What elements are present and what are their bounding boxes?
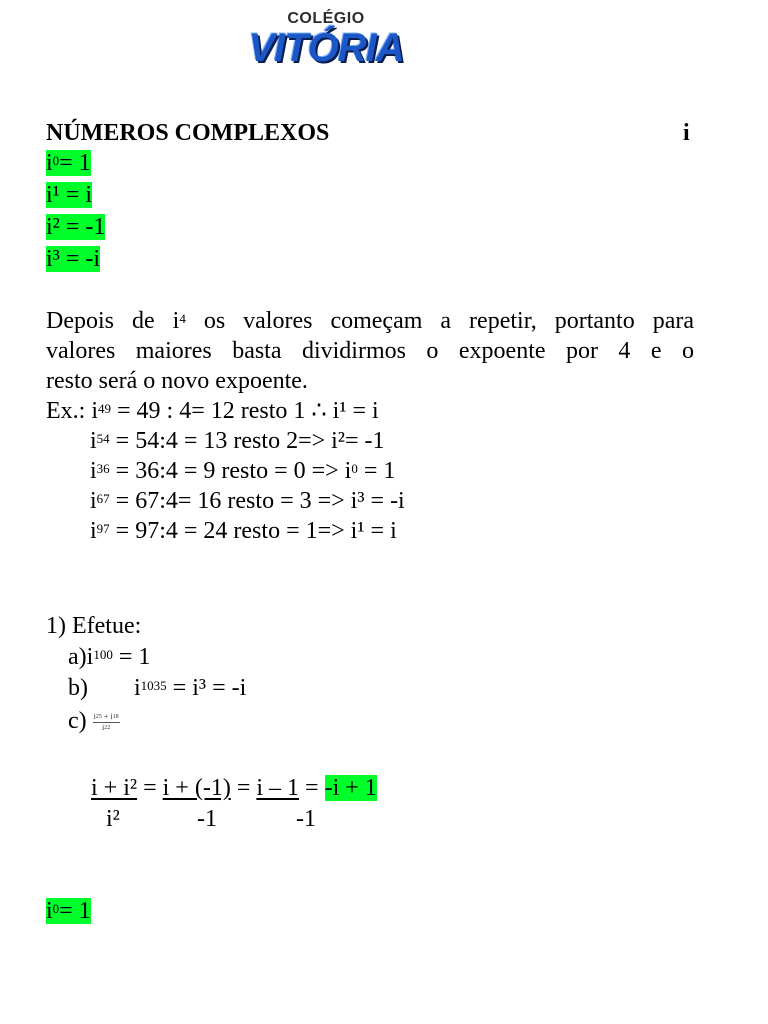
paragraph-line-2: valores maiores basta dividirmos o expoente por 4 e o (46, 338, 694, 364)
example-line-3: $i^{67}$ = 67:4= 16 resto = 3 => i³ = -i (90, 488, 405, 514)
solution-term-1: i + i² (91, 775, 138, 801)
solution-numerator-line: i + i² = i + (-1) = i – 1 = -i + 1 (91, 775, 377, 801)
exercise-heading: 1) Efetue: (46, 613, 142, 639)
example-line-4: $i^{97}$ = 97:4 = 24 resto = 1=> i¹ = i (90, 518, 397, 544)
exercise-item-c: c) $\frac{i^{25} + i^{18}}{i^{22}}$ (68, 708, 119, 734)
paragraph-line-1: Depois de $i^4$ os valores começam a repetir, portanto para (46, 308, 694, 334)
logo-bottom-text: VITÓRIA (248, 26, 404, 70)
solution-denominator-3: -1 (296, 806, 316, 832)
exercise-item-b: b) $i^{1035} = i^3 = -i$ (68, 675, 247, 701)
exercise-item-a: $a)i^{100} = 1$ (68, 644, 151, 670)
footer-power: $i^0= 1$ (46, 898, 91, 924)
logo-top-text: COLÉGIO (287, 10, 365, 27)
solution-denominator-1: i² (106, 806, 120, 832)
power-line-0: $i^0= 1$ (46, 150, 91, 176)
example-line-2: $i^{36}$ = 36:4 = 9 resto = $0 => i^0 = 1$ (90, 458, 396, 484)
solution-denominator-2: -1 (197, 806, 217, 832)
power-line-3: i³ = -i (46, 246, 101, 272)
solution-result: -i + 1 (324, 775, 377, 801)
solution-term-2: i + (-1) (162, 775, 231, 801)
school-logo (234, 10, 418, 72)
paragraph-line-3: resto será o novo expoente. (46, 368, 308, 394)
small-fraction: $\frac{i^{25} + i^{18}}{i^{22}}$ (93, 711, 119, 732)
example-line-1: $i^{54}$ = 54:4 = 13 resto 2=> i²= -1 (90, 428, 385, 454)
power-line-1: i¹ = i (46, 182, 93, 208)
title-symbol: i (683, 120, 690, 146)
power-line-2: i² = -1 (46, 214, 106, 240)
solution-term-3: i – 1 (256, 775, 300, 801)
example-line-0: Ex.: $i^{49} = 49$ : 4= 12 resto 1 ∴ i¹ = i (46, 398, 379, 424)
page-title: NÚMEROS COMPLEXOS (46, 120, 330, 146)
explanation-paragraph (46, 306, 694, 396)
